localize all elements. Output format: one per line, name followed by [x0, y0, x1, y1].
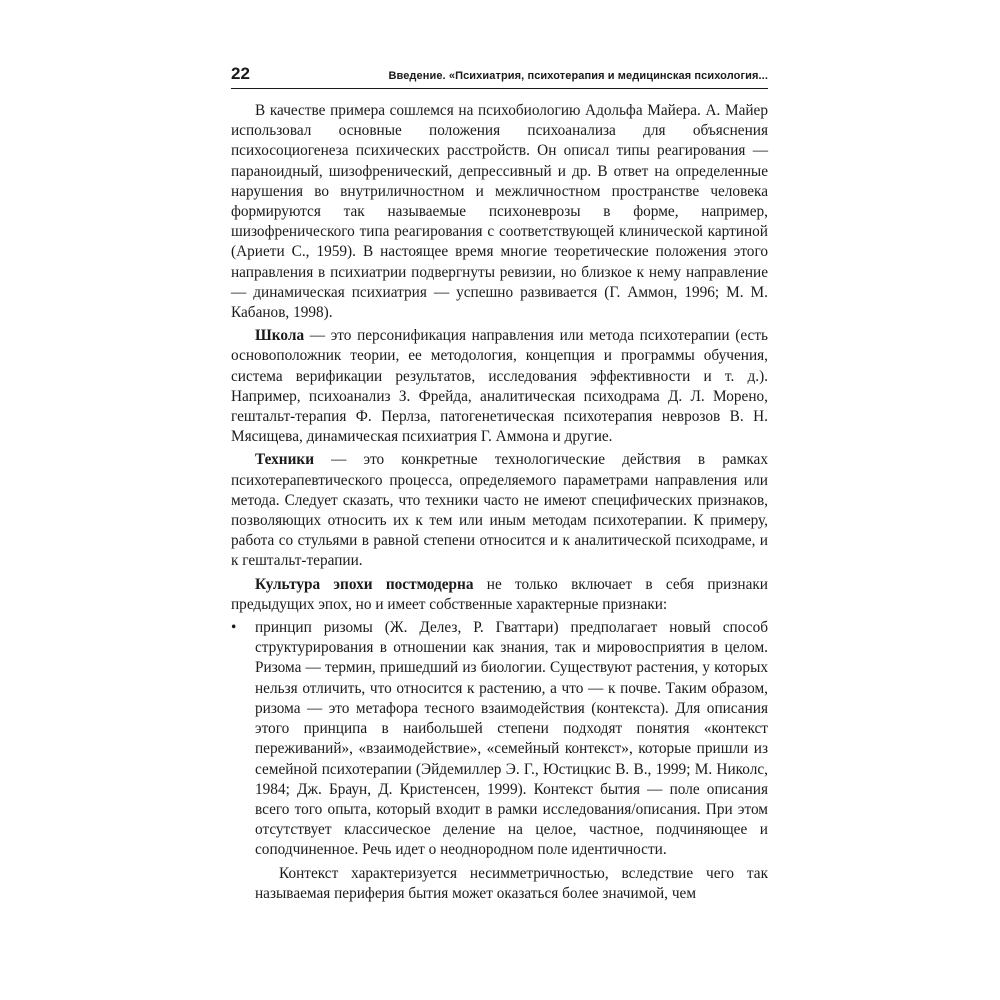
paragraph-text: Контекст характеризуется несимметричностью, вследствие чего так называемая периферия бытия может оказаться более значимой, чем	[255, 864, 768, 902]
bullet-marker: •	[231, 619, 237, 637]
paragraph-context	[231, 864, 768, 904]
running-header-title: Введение. «Психиатрия, психотерапия и медицинская психология...	[388, 70, 768, 82]
paragraph-postmodern-culture	[231, 575, 768, 615]
term-school: Школа	[255, 327, 305, 345]
list-item-text: принцип ризомы (Ж. Делез, Р. Гваттари) предполагает новый способ структурирования в отношении как знания, так и мировосприятия в целом. Ризома — термин, пришедший из биологии. Существуют растения, у которых нельзя отличить, что относится к растению, а что — к почве. Таким образом, ризома — это метафора тесного взаимодействия (контекста). Для описания этого принципа в наибольшей степени подходят понятия «контекст переживаний», «взаимодействие», «семейный контекст», которые пришли из семейной психотерапии (Эйдемиллер Э. Г., Юстицкис В. В., 1999; М. Николс, 1984; Дж. Браун, Д. Кристенсен, 1999). Контекст бытия — поле описания всего того опыта, который входит в рамки исследования/описания. При этом отсутствует классическое деление на целое, частное, подчиняющее и соподчиненное. Речь идет о неоднородном поле идентичности.	[255, 619, 768, 859]
book-page	[231, 64, 768, 904]
page-number: 22	[231, 64, 250, 83]
body-text	[231, 101, 768, 904]
running-header	[231, 64, 768, 89]
paragraph-text: В качестве примера сошлемся на психобиологию Адольфа Майера. А. Майер использовал основные положения психоанализа для объяснения психосоциогенеза психических расстройств. Он описал типы реагирования — параноидный, шизофренический, депрессивный и др. В ответ на определенные нарушения во внутриличностном и межличностном пространстве человека формируются так называемые психоневрозы в форме, например, шизофренического типа реагирования с соответствующей клинической картиной (Ариети С., 1959). В настоящее время многие теоретические положения этого направления в психиатрии подвергнуты ревизии, но близкое к нему направление — динамическая психиатрия — успешно развивается (Г. Аммон, 1996; М. М. Кабанов, 1998).	[231, 102, 768, 322]
paragraph-text: не только включает в себя признаки предыдущих эпох, но и имеет собственные характерные признаки:	[231, 575, 768, 613]
paragraph-text: — это персонификация направления или метода психотерапии (есть основоположник теории, ее методология, концепция и программы обучения, система верификации результатов, исследования эффективности и т. д.). Например, психоанализ З. Фрейда, аналитическая психодрама Д. Л. Морено, гештальт-терапия Ф. Перлза, патогенетическая психотерапия неврозов В. Н. Мясищева, динамическая психиатрия Г. Аммона и другие.	[231, 327, 768, 446]
paragraph-techniques	[231, 450, 768, 571]
term-techniques: Техники	[255, 451, 315, 469]
paragraph-intro	[231, 101, 768, 323]
paragraph-school	[231, 326, 768, 447]
paragraph-text: — это конкретные технологические действия в рамках психотерапевтического процесса, определяемого параметрами направления или метода. Следует сказать, что техники часто не имеют специфических признаков, позволяющих относить их к тем или иным методам психотерапии. К примеру, работа со стульями в равной степени относится и к аналитической психодраме, и к гештальт-терапии.	[231, 451, 768, 570]
term-postmodern-culture: Культура эпохи постмодерна	[255, 575, 474, 593]
list-item-rhizome	[231, 618, 768, 860]
bullet-list	[231, 618, 768, 860]
